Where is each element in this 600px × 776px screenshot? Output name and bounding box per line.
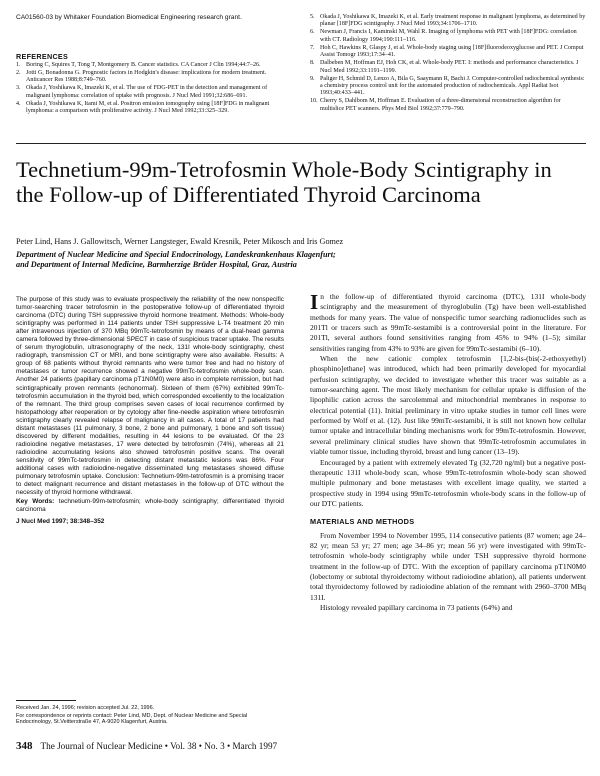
reference-item xyxy=(16,70,284,85)
reference-item xyxy=(310,45,586,60)
footnotes xyxy=(16,705,284,727)
reference-number: 10. xyxy=(310,98,318,105)
citation-line xyxy=(16,518,284,526)
reference-item xyxy=(16,85,284,100)
body-paragraph: When the new cationic complex tetrofosmin [1,2-bis-(bis(-2-ethoxyethyl) phosphino]ethane] was introduced, which had been primarily developed for myocardial perfusion scintigraphy, we decided to investigate whether this tracer was suitable as a tumor-searching agent. The most likely mechanism for cellular uptake is diffusion of the lipophilic cation across the sarcolemmal and mitochondrial membranes in response to electrical potential (11). Initial preliminary in vitro uptake studies in tumor cell lines were performed by Wolf et al. (12). Just like 99mTc-sestamibi, it is still not known how cellular tumor uptake and intracellular binding mechanisms work for 99mTc-tetrofosmin. However, several preliminary clinical studies have shown that 99mTc-tetrofosmin accumulates in viable tumor tissue, including thyroid, breast and lung cancer (13–19). xyxy=(310,354,586,457)
affiliation-line: Department of Nuclear Medicine and Special Endocrinology, Landeskrankenhaus Klagenfurt; xyxy=(16,250,336,259)
drop-cap: I xyxy=(310,290,319,314)
references-heading: REFERENCES xyxy=(16,52,69,61)
reference-number: 8. xyxy=(310,60,315,67)
reference-number: 2. xyxy=(16,70,21,76)
article-title: Technetium-99m-Tetrofosmin Whole-Body Scintigraphy in the Follow-up of Differentiated Thyroid Carcinoma xyxy=(16,157,552,207)
article-authors: Peter Lind, Hans J. Gallowitsch, Werner Langsteger, Ewald Kresnik, Peter Mikosch and Iris Gomez xyxy=(16,237,344,246)
reference-item xyxy=(310,29,586,44)
reference-item xyxy=(310,60,586,75)
received-note: Received Jan. 24, 1996; revision accepted Jul. 22, 1996. xyxy=(16,705,155,711)
reference-text: Okada J, Yoshikawa K, Imazeki K, et al. The use of FDG-PET in the detection and management of malignant lymphoma: correlation of uptake with prognosis. J Nucl Med 1991;32:686–691. xyxy=(26,85,268,99)
references-list-right xyxy=(310,14,586,114)
reference-number: 4. xyxy=(16,100,21,107)
body-paragraph: From November 1994 to November 1995, 114 consecutive patients (87 women; age 24–82 yr; mean 53 yr; 27 men; age 34–86 yr; mean 56 yr) were investigated with 99mTc-tetrofosmin whole-body scintigraphy while under TSH suppressive thyroid hormone treatment in the follow-up of DTC. With the exception of papillary carcinoma pT1N0M0 (lobectomy or subtotal thyroidectomy without radioiodine ablation), all patients underwent total thyroidectomy followed by radioiodine ablation of the remnant with 2960–3700 MBq 131I. xyxy=(310,530,586,602)
reference-number: 9. xyxy=(310,75,315,82)
grant-acknowledgement: CA01560-03 by Whitaker Foundation Biomedical Engineering research grant. xyxy=(16,14,242,21)
journal-footer: The Journal of Nuclear Medicine • Vol. 38 • No. 3 • March 1997 xyxy=(40,741,278,751)
reference-text: Dalbeben M, Hoffman EJ, Hoh CK, et al. Whole-body PET. I: methods and performance characteristics. J Nucl Med 1992;33:1191–1199. xyxy=(320,60,579,74)
reference-item xyxy=(310,98,586,113)
abstract xyxy=(16,296,284,526)
keywords-line xyxy=(16,498,284,514)
paragraph-text: n the follow-up of differentiated thyroid carcinoma (DTC), 131I whole-body scintigraphy and the measurement of thyroglobulin (Tg) have been well-established methods for many years. The value of nonspecific tumor searching radionuclides such as 201Tl or tracers such as 99mTc-sestamibi is a controversial point in the literature. For 201Tl, several authors found sensitivities ranging from 45% to 94% (1–5); similar sensitivities ranging from 43% to 93% are given for 99mTc-sestamibi (6–10). xyxy=(310,292,586,353)
body-text xyxy=(310,292,586,613)
reference-text: Jotti G, Bonadonna G. Prognostic factors in Hodgkin's disease: implications for modern treatment. Anticancer Res 1988;8:749–760. xyxy=(26,70,267,84)
references-list-left xyxy=(16,62,284,116)
methods-heading: MATERIALS AND METHODS xyxy=(310,517,415,527)
reference-item xyxy=(16,62,284,69)
reference-number: 1. xyxy=(16,62,21,68)
reference-text: Okada J, Yoshikawa K, Itami M, et al. Positron emission tomography using [18F]FDG in malignant lymphoma: a comparison with proliferative activity. J Nucl Med 1992;33:325–329. xyxy=(26,100,270,115)
correspondence-note: For correspondence or reprints contact: Peter Lind, MD, Dept. of Nuclear Medicine and Special Endocrinology, St.Veitterstraße 47, A-9020 Klagenfurt, Austria. xyxy=(16,712,248,726)
reference-text: Newman J, Francis I, Kaminski M, Wahl R. Imaging of lymphoma with PET with [18F]FDG: correlation with CT. Radiology 1994;190:111–116. xyxy=(320,29,577,43)
reference-number: 5. xyxy=(310,14,315,20)
page-footer xyxy=(16,740,586,752)
intro-paragraph xyxy=(310,292,586,354)
reference-number: 7. xyxy=(310,44,315,51)
abstract-text: The purpose of this study was to evaluate prospectively the reliability of the new nonspecific tumor-searching tracer tetrofosmin in the postoperative follow-up of differentiated thyroid carcinoma (DTC) during TSH suppressive thyroid hormone treatment. Methods: Whole-body scintigraphy was performed in 114 patients under TSH suppressive L-T4 treatment 20 min after intravenous injection of 370 MBq 99mTc-tetrofosmin by means of a dual-head gamma camera followed by three-dimensional SPECT in case of suspicious tracer uptake. The results of serum thyroglobulin, ultrasonography of the neck, 131I whole-body scintigraphy, chest radiograph, transmission CT or MRI, and bone scintigraphy were also available. Results: A group of 68 patients without thyroid remnants who were tumor free and had no history of metastases or tumor recurrence showed a negative 99mTc-tetrofosmin whole-body scan. Another 24 patients (papillary carcinoma pT1N0M0) were also in complete remission, but had scintigraphically proven remnants (echonormal). Sixteen of them (67%) exhibited 99mTc-tetrofosmin accumulation in the thyroid bed, which corresponded excellently to the localization of the remnant. The third group comprises seven cases of local recurrence confirmed by histopathology after reoperation or by cytology after fine-needle aspiration where tetrofosmin scintigraphy clearly revealed relapse of malignancy in all cases. A total of 17 patients had distant metastases (11 pulmonary, 3 bone, 2 bone and pulmonary, 1 bone and soft tissue) discovered by different modalities, resulting in 44 lesions to be evaluated. Of the 23 radioiodine negative metastases, 17 were detected by tetrofosmin (74%), whereas all 21 radioiodine accumulating lesions also showed tetrofosmin positive scans. The overall sensitivity of 99mTc-tetrofosmin in detecting distant metastatic lesions was 86%. Four additional cases with radioiodine-negative disseminated lung metastases showed diffuse pulmonary tetrofosmin uptake. Conclusion: Technetium-99m-tetrofosmin is a promising tracer to detect malignant recurrence and distant metastases in the follow-up of DTC without the necessity of thyroid hormone withdrawal. xyxy=(16,296,284,497)
body-paragraph: Encouraged by a patient with extremely elevated Tg (32,720 ng/ml) but a negative post-therapeutic 131I whole-body scan, whose 99mTc-tetrofosmin whole-body scan showed multiple pulmonary and bone metastases with excellent image quality, we started a prospective study in 1994 using 99mTc-tetrofosmin whole-body scans in the follow-up of our DTC patients. xyxy=(310,457,586,508)
reference-number: 3. xyxy=(16,85,21,92)
reference-item xyxy=(310,76,586,98)
keywords-label: Key Words: xyxy=(16,498,55,506)
reference-item xyxy=(310,14,586,29)
reference-number: 6. xyxy=(310,29,315,36)
section-divider xyxy=(16,143,586,144)
author-affiliations xyxy=(16,250,586,271)
page-number: 348 xyxy=(16,740,33,752)
journal-citation: J Nucl Med 1997; 38:348–352 xyxy=(16,518,105,526)
affiliation-line: and Department of Internal Medicine, Barmherzige Brüder Hospital, Graz, Austria xyxy=(16,260,297,270)
reference-text: Paliger H, Schmid D, Lenzo A, Bila G, Saaymann R, Bachi J. Computer-controlled radiochemical synthesis: a chemistry process control unit for the automated production of radiochemicals. Appl Radiat Isot 1993;40:433–441. xyxy=(320,75,585,97)
reference-text: Boring C, Squires T, Tong T, Montgomery B. Cancer statistics. CA Cancer J Clin 1994;44:7–26. xyxy=(26,62,261,68)
reference-text: Cherry S, Dahlbom M, Hoffman E. Evaluation of a three-dimensional reconstruction algorithm for multislice PET scanners. Phys Med Biol 1992;37:779–790. xyxy=(320,98,561,112)
reference-text: Hoh C, Hawkins R, Glaspy J, et al. Whole-body staging using [18F]fluorodeoxyglucose and PET. J Comput Assist Tomogr 1993;17:34–41. xyxy=(320,44,584,59)
reference-text: Okada J, Yoshikawa K, Imazeki K, et al. Early treatment response in malignant lymphoma, as determined by planar [18F]FDG scintigraphy. J Nucl Med 1993;34:1706–1710. xyxy=(320,14,586,28)
reference-item xyxy=(16,101,284,116)
body-paragraph: Histology revealed papillary carcinoma in 73 patients (64%) and xyxy=(320,602,513,612)
footnote-divider xyxy=(16,700,76,701)
keywords-text: technetium-99m-tetrofosmin; whole-body scintigraphy; differentiated thyroid carcinoma xyxy=(16,498,284,514)
